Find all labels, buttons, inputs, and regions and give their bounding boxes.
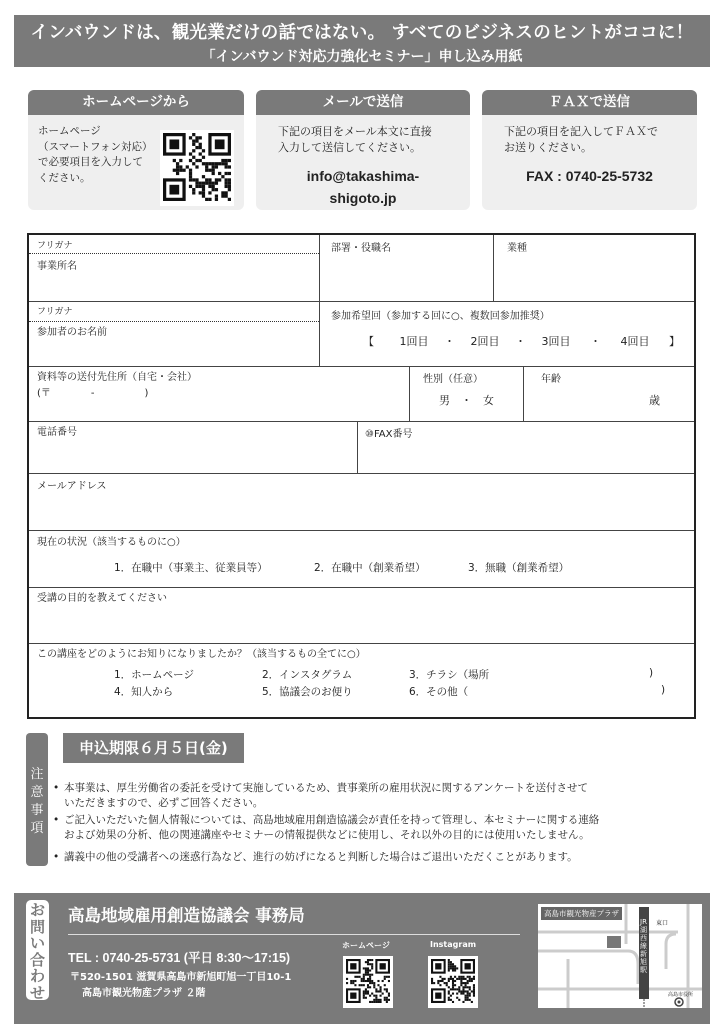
tab-char: 項 — [30, 821, 44, 836]
status-label: 現在の状況（該当するものに○） — [37, 537, 186, 548]
homepage-qr-code-icon[interactable] — [343, 956, 393, 1008]
card-text: （スマートフォン対応） — [38, 140, 153, 153]
furigana-label: フリガナ — [37, 307, 73, 317]
gender-options[interactable]: 男 ・ 女 — [439, 394, 494, 407]
card-fax — [482, 90, 697, 210]
divider — [68, 934, 520, 935]
source-option-4[interactable]: 4．知人から — [114, 686, 174, 698]
phone-number[interactable]: TEL : 0740-25-5731 (平日 8:30〜17:15) — [68, 951, 291, 965]
address-field[interactable]: 資料等の送付先住所（自宅・会社） — [37, 372, 197, 383]
phone-field[interactable]: 電話番号 — [37, 427, 77, 438]
company-name-field[interactable]: 事業所名 — [37, 261, 77, 272]
contact-tab — [26, 900, 49, 1000]
address-line: 〒520-1501 滋賀県高島市新旭町旭一丁目10-1 — [70, 972, 292, 983]
map-title: 高島市観光物産プラザ — [541, 907, 622, 920]
email-line: shigoto.jp — [329, 190, 397, 206]
form-title: 「インバウンド対応力強化セミナー」申し込み用紙 — [201, 49, 523, 65]
status-option-2[interactable]: 2．在職中（創業希望） — [314, 562, 426, 574]
tab-char: 注 — [30, 767, 44, 782]
separator: ・ — [515, 335, 526, 348]
furigana-label: フリガナ — [37, 241, 73, 251]
sessions-label: 参加希望回（参加する回に○、複数回参加推奨） — [331, 311, 550, 322]
industry-field[interactable]: 業種 — [507, 243, 527, 254]
source-option-1[interactable]: 1．ホームページ — [114, 669, 194, 681]
card-homepage — [28, 90, 244, 210]
status-option-1[interactable]: 1．在職中（事業主、従業員等） — [114, 562, 268, 574]
card-text: お送りください。 — [504, 141, 592, 154]
card-text: で必要項目を入力して — [38, 156, 143, 168]
email-field[interactable]: メールアドレス — [37, 481, 107, 492]
card-text: 下記の項目を記入してＦＡＸで — [504, 125, 658, 138]
source-option-3[interactable]: 3．チラシ（場所 — [409, 669, 490, 681]
east-exit-label: 東口 — [656, 920, 669, 927]
gender-label: 性別（任意） — [423, 374, 483, 385]
fax-field[interactable]: ⑩FAX番号 — [365, 429, 413, 440]
instagram-qr-code-icon[interactable] — [428, 956, 478, 1008]
deadline-badge: 申込期限６月５日(金) — [63, 733, 244, 763]
bracket: 【 — [363, 335, 374, 348]
age-label: 年齢 — [541, 374, 561, 385]
card-text: 下記の項目をメール本文に直接 — [278, 125, 432, 138]
session-4[interactable]: 4回目 — [620, 335, 650, 348]
separator: ・ — [590, 335, 601, 348]
notice-item — [54, 781, 714, 811]
tab-char: お — [29, 901, 45, 919]
paren-close: ) — [649, 667, 654, 679]
org-name: 高島地域雇用創造協議会 事務局 — [68, 906, 305, 925]
session-1[interactable]: 1回目 — [399, 335, 429, 348]
session-options[interactable] — [363, 333, 680, 349]
tab-char: 事 — [30, 803, 44, 818]
qr-label: ホームページ — [342, 941, 390, 950]
email-line: info@takashima- — [306, 168, 420, 184]
qr-label: Instagram — [430, 940, 477, 949]
card-title: ＦＡＸで送信 — [482, 90, 697, 115]
card-text: ホームページ — [38, 125, 101, 137]
purpose-field[interactable]: 受講の目的を教えてください — [37, 593, 167, 604]
postal-code: (〒 - ) — [37, 388, 149, 399]
tab-char: せ — [29, 983, 45, 1002]
notice-tab — [26, 733, 48, 866]
notice-item — [54, 813, 714, 843]
tab-char: 意 — [30, 785, 44, 800]
source-option-2[interactable]: 2．インスタグラム — [262, 669, 353, 681]
header-banner — [14, 15, 710, 67]
separator: ・ — [444, 335, 455, 348]
headline: インバウンドは、観光業だけの話ではない。 すべてのビジネスのヒントがココに！ — [30, 23, 694, 43]
email-address[interactable] — [256, 165, 470, 209]
card-text: 入力して送信してください。 — [278, 141, 421, 154]
card-title: メールで送信 — [256, 90, 470, 115]
source-label: この講座をどのようにお知りになりましたか？（該当するもの全てに○） — [37, 649, 366, 660]
application-form — [27, 233, 696, 719]
notice-line: • 講義中の他の受講者への迷惑行為など、進行の妨げになると判断した場合はご退出いただくことがあります。 — [64, 851, 578, 863]
tab-char: い — [29, 934, 45, 952]
source-option-5[interactable]: 5．協議会のお便り — [262, 686, 353, 698]
source-option-6[interactable]: 6．その他（ — [409, 686, 469, 698]
session-2[interactable]: 2回目 — [470, 335, 500, 348]
tab-char: 問 — [29, 917, 45, 936]
notice-line: いただきますので、必ずご回答ください。 — [64, 797, 264, 809]
card-title: ホームページから — [28, 90, 244, 115]
notice-line: • 本事業は、厚生労働省の委託を受けて実施しているため、貴事業所の雇用状況に関するアンケートを送付させて — [64, 782, 588, 794]
card-text: ください。 — [38, 171, 91, 184]
age-unit: 歳 — [649, 394, 660, 407]
department-field[interactable]: 部署・役職名 — [331, 243, 391, 254]
qr-code-icon[interactable] — [160, 130, 234, 206]
city-hall-label: 高島市役所 — [668, 992, 694, 998]
fax-number: FAX : 0740-25-5732 — [526, 168, 653, 184]
paren-close: ) — [661, 684, 666, 696]
access-map — [538, 904, 702, 1008]
tab-char: 合 — [29, 950, 45, 969]
station-label: JR湖西線 新旭駅 — [640, 918, 647, 974]
participant-name-field[interactable]: 参加者のお名前 — [37, 327, 107, 338]
notice-line: • ご記入いただいた個人情報については、高島地域雇用創造協議会が責任を持って管理し、本セミナーに関する連絡 — [64, 814, 600, 826]
address-line: 高島市観光物産プラザ ２階 — [82, 988, 206, 999]
session-3[interactable]: 3回目 — [541, 335, 571, 348]
notice-item — [54, 850, 714, 865]
tab-char: わ — [29, 967, 45, 985]
notice-line: および効果の分析、他の関連講座やセミナーの情報提供などに使用し、それ以外の目的には使用いたしません。 — [64, 829, 590, 841]
card-email — [256, 90, 470, 210]
bracket: 】 — [669, 335, 680, 348]
status-option-3[interactable]: 3．無職（創業希望） — [468, 562, 570, 574]
